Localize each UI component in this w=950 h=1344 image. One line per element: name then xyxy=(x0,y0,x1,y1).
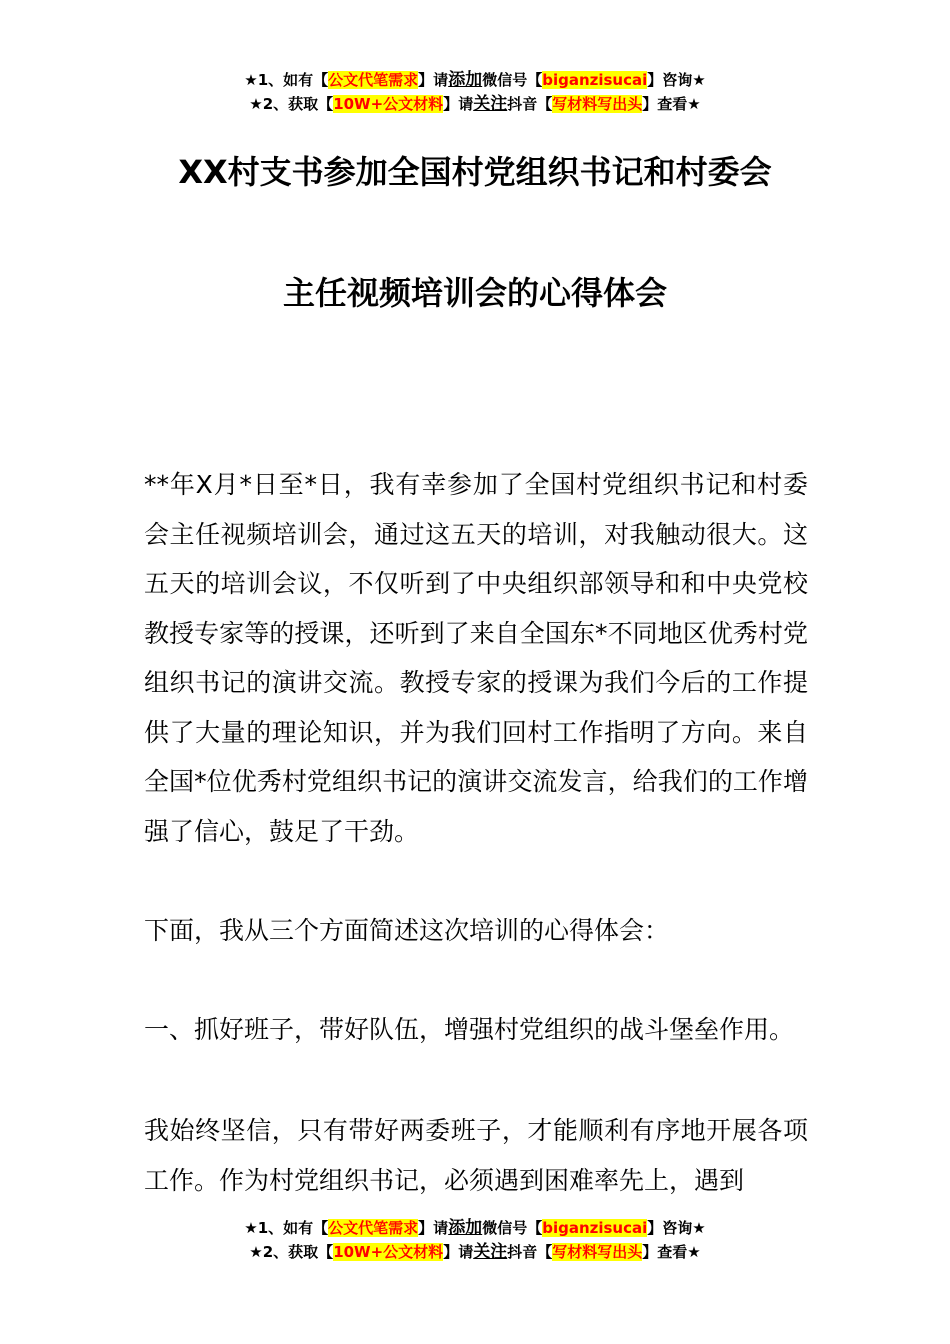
footer-ad xyxy=(0,1216,950,1264)
ad-emphasis: 添加 xyxy=(448,70,483,90)
footer-ad-line-2 xyxy=(0,1240,950,1264)
ad-text: 】查看★ xyxy=(642,1243,701,1261)
ad-text: 微信号【 xyxy=(482,1219,543,1237)
ad-text: ★2、获取【 xyxy=(249,1243,334,1261)
ad-text: 】查看★ xyxy=(642,95,701,113)
ad-text: ★2、获取【 xyxy=(249,95,334,113)
ad-highlight: 10W+公文材料 xyxy=(333,95,444,113)
ad-text: 】咨询★ xyxy=(647,1219,706,1237)
ad-text: 】请 xyxy=(418,71,449,89)
document-title-line-1: XX村支书参加全国村党组织书记和村委会 xyxy=(178,153,772,191)
ad-highlight: 公文代笔需求 xyxy=(328,1219,419,1237)
document-title-line-2: 主任视频培训会的心得体会 xyxy=(282,274,667,312)
ad-highlight: 写材料写出头 xyxy=(552,95,643,113)
header-ad xyxy=(0,68,950,116)
body-paragraph: **年X月*日至*日，我有幸参加了全国村党组织书记和村委会主任视频培训会，通过这五天的培训，对我触动很大。这五天的培训会议，不仅听到了中央组织部领导和和中央党校教授专家等的授课，还听到了来自全国东*不同地区优秀村党组织书记的演讲交流。教授专家的授课为我们今后的工作提供了大量的理论知识，并为我们回村工作指明了方向。来自全国*位优秀村党组织书记的演讲交流发言，给我们的工作增强了信心，鼓足了干劲。 xyxy=(144,470,808,846)
header-ad-line-2 xyxy=(0,92,950,116)
ad-text: 】请 xyxy=(443,95,474,113)
ad-highlight: biganzisucai xyxy=(542,1219,648,1237)
ad-text: ★1、如有【 xyxy=(244,71,329,89)
ad-highlight: 写材料写出头 xyxy=(552,1243,643,1261)
ad-highlight: 10W+公文材料 xyxy=(333,1243,444,1261)
ad-text: 】咨询★ xyxy=(647,71,706,89)
ad-text: 微信号【 xyxy=(482,71,543,89)
ad-highlight: 公文代笔需求 xyxy=(328,71,419,89)
body-paragraph: 我始终坚信，只有带好两委班子，才能顺利有序地开展各项工作。作为村党组织书记，必须遇到困难率先上，遇到 xyxy=(144,1116,808,1195)
ad-emphasis: 添加 xyxy=(448,1218,483,1238)
ad-text: 】请 xyxy=(443,1243,474,1261)
ad-highlight: biganzisucai xyxy=(542,71,648,89)
ad-text: ★1、如有【 xyxy=(244,1219,329,1237)
section-heading: 一、抓好班子，带好队伍，增强村党组织的战斗堡垒作用。 xyxy=(144,1015,795,1044)
ad-emphasis: 关注 xyxy=(473,94,508,114)
footer-ad-line-1 xyxy=(0,1216,950,1240)
ad-text: 抖音【 xyxy=(507,1243,553,1261)
ad-text: 抖音【 xyxy=(507,95,553,113)
ad-text: 】请 xyxy=(418,1219,449,1237)
ad-emphasis: 关注 xyxy=(473,1242,508,1262)
body-paragraph: 下面，我从三个方面简述这次培训的心得体会： xyxy=(144,916,670,945)
header-ad-line-1 xyxy=(0,68,950,92)
